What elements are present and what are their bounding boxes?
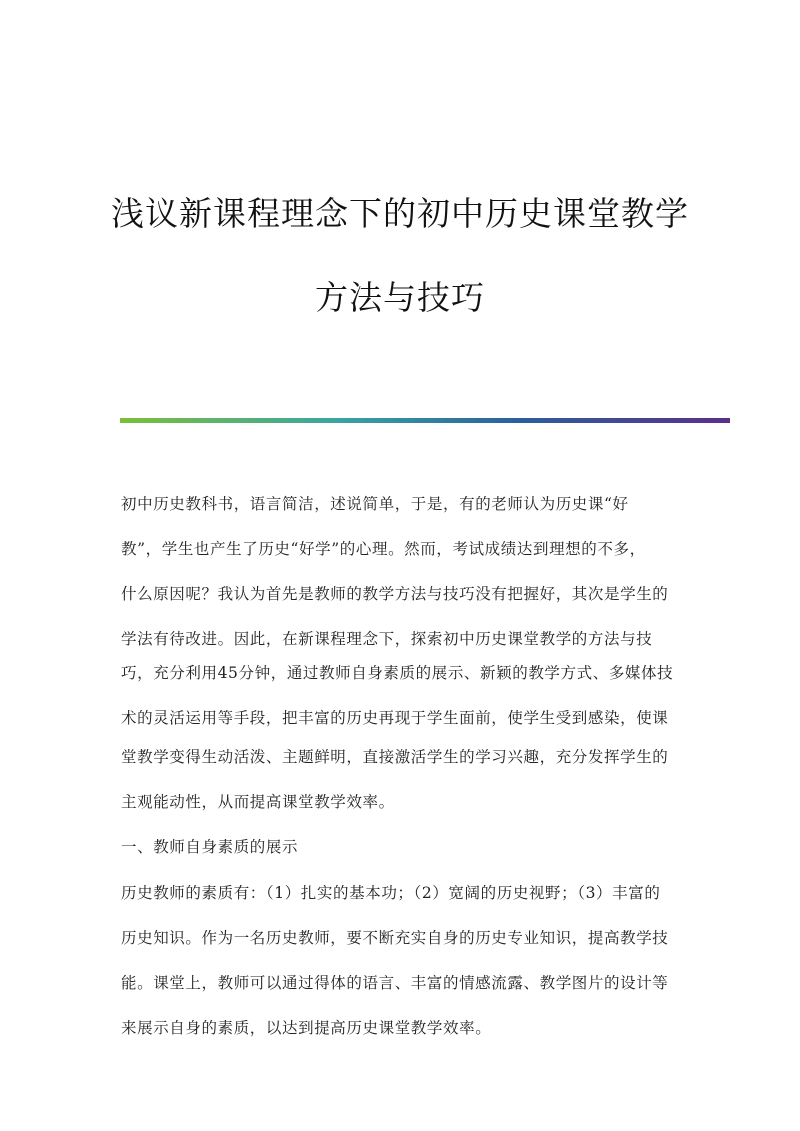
paragraph-2-line: 来展示自身的素质，以达到提高历史课堂教学效率。 — [121, 1019, 492, 1037]
document-title-line-1: 浅议新课程理念下的初中历史课堂教学 — [111, 194, 689, 233]
paragraph-1-line: 什么原因呢？我认为首先是教师的教学方法与技巧没有把握好，其次是学生的 — [121, 585, 669, 603]
paragraph-2-line: 历史知识。作为一名历史教师，要不断充实自身的历史专业知识，提高教学技 — [121, 929, 669, 947]
gradient-divider — [120, 418, 730, 423]
paragraph-1-line: 主观能动性，从而提高课堂教学效率。 — [121, 793, 395, 811]
section-heading: 一、教师自身素质的展示 — [121, 838, 299, 856]
paragraph-2-line: 能。课堂上，教师可以通过得体的语言、丰富的情感流露、教学图片的设计等 — [121, 974, 669, 992]
paragraph-1-line: 教”，学生也产生了历史“好学”的心理。然而，考试成绩达到理想的不多， — [121, 540, 646, 558]
document-title-line-2: 方法与技巧 — [315, 278, 485, 317]
paragraph-1-line: 学法有待改进。因此，在新课程理念下，探索初中历史课堂教学的方法与技 — [121, 630, 653, 648]
paragraph-1-line: 巧，充分利用45分钟，通过教师自身素质的展示、新颖的教学方式、多媒体技 — [121, 664, 674, 682]
paragraph-1-line: 术的灵活运用等手段，把丰富的历史再现于学生面前，使学生受到感染，使课 — [121, 709, 669, 727]
paragraph-1-line: 堂教学变得生动活泼、主题鲜明，直接激活学生的学习兴趣，充分发挥学生的 — [121, 748, 669, 766]
paragraph-1-line: 初中历史教科书，语言简洁，述说简单，于是，有的老师认为历史课“好 — [121, 495, 629, 513]
paragraph-2-line: 历史教师的素质有：（1）扎实的基本功；（2）宽阔的历史视野；（3）丰富的 — [121, 884, 661, 902]
